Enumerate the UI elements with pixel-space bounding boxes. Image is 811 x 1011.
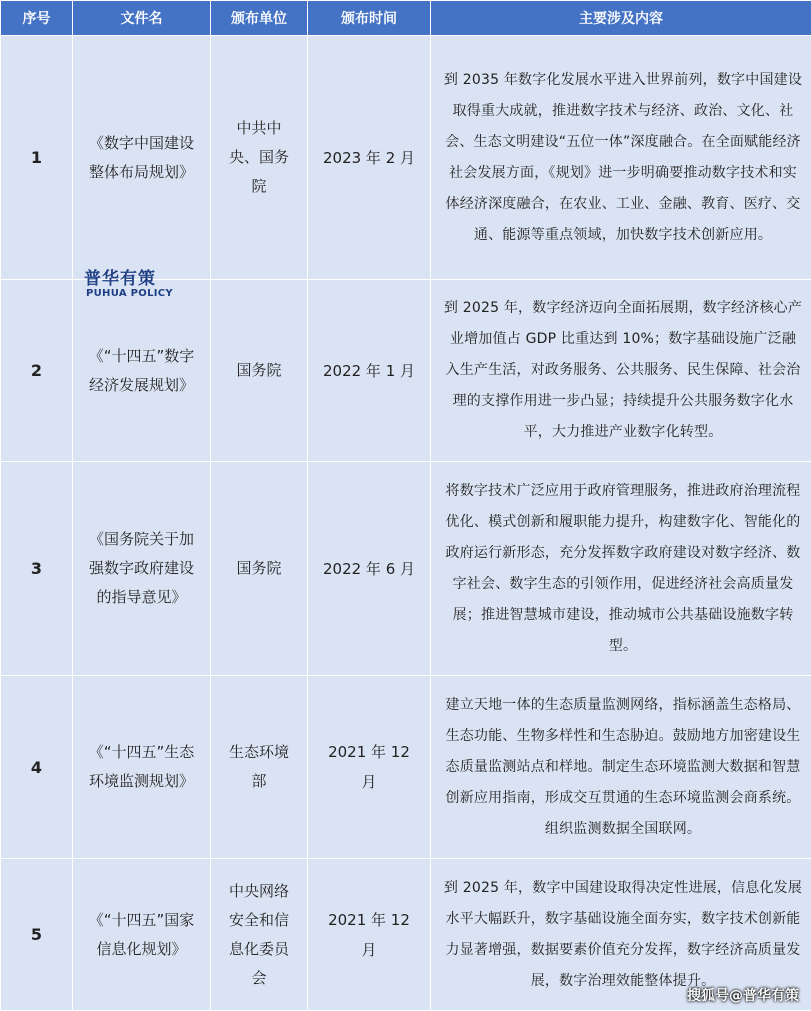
header-issuer: 颁布单位 — [211, 1, 308, 36]
row-content: 到 2035 年数字化发展水平进入世界前列，数字中国建设取得重大成就，推进数字技术与经济、政治、文化、社会、生态文明建设“五位一体”深度融合。在全面赋能经济社会发展方面，《规划》进一步明确要推动数字技术和实体经济深度融合，在农业、工业、金融、教育、医疗、交通、能源等重点领域，加快数字技术创新应用。 — [431, 36, 811, 280]
row-content: 到 2025 年，数字中国建设取得决定性进展，信息化发展水平大幅跃升，数字基础设施全面夯实，数字技术创新能力显著增强，数据要素价值充分发挥，数字经济高质量发展，数字治理效能整体提升。 — [431, 859, 811, 1011]
table-row — [1, 676, 811, 859]
row-index: 1 — [1, 36, 73, 280]
watermark-logo: 普华有策 — [84, 264, 156, 289]
row-index: 3 — [1, 462, 73, 676]
table-header-row — [1, 1, 811, 36]
row-content: 建立天地一体的生态质量监测网络，指标涵盖生态格局、生态功能、生物多样性和生态胁迫。鼓励地方加密建设生态质量监测站点和样地。制定生态环境监测大数据和智慧创新应用指南，形成交互贯通的生态环境监测会商系统。组织监测数据全国联网。 — [431, 676, 811, 859]
header-index: 序号 — [1, 1, 73, 36]
row-doc-name: 《数字中国建设整体布局规划》 — [73, 36, 211, 280]
row-doc-name: 《“十四五”数字经济发展规划》 — [73, 280, 211, 462]
header-doc-name: 文件名 — [73, 1, 211, 36]
row-index: 2 — [1, 280, 73, 462]
table-row — [1, 462, 811, 676]
row-content: 到 2025 年，数字经济迈向全面拓展期，数字经济核心产业增加值占 GDP 比重达到 10%；数字基础设施广泛融入生产生活，对政务服务、公共服务、民生保障、社会治理的支撑作用进一步凸显；持续提升公共服务数字化水平，大力推进产业数字化转型。 — [431, 280, 811, 462]
row-index: 4 — [1, 676, 73, 859]
row-issuer: 中共中央、国务院 — [211, 36, 308, 280]
row-issuer: 生态环境部 — [211, 676, 308, 859]
row-issuer: 国务院 — [211, 280, 308, 462]
watermark-source: 搜狐号@普华有策 — [687, 985, 799, 1005]
row-doc-name: 《国务院关于加强数字政府建设的指导意见》 — [73, 462, 211, 676]
row-date: 2021 年 12 月 — [308, 859, 431, 1011]
row-issuer: 国务院 — [211, 462, 308, 676]
table-row — [1, 280, 811, 462]
header-date: 颁布时间 — [308, 1, 431, 36]
row-date: 2023 年 2 月 — [308, 36, 431, 280]
table-row — [1, 36, 811, 280]
row-date: 2022 年 6 月 — [308, 462, 431, 676]
row-issuer: 中央网络安全和信息化委员会 — [211, 859, 308, 1011]
row-content: 将数字技术广泛应用于政府管理服务，推进政府治理流程优化、模式创新和履职能力提升，构建数字化、智能化的政府运行新形态，充分发挥数字政府建设对数字经济、数字社会、数字生态的引领作用，促进经济社会高质量发展；推进智慧城市建设，推动城市公共基础设施数字转型。 — [431, 462, 811, 676]
row-index: 5 — [1, 859, 73, 1011]
row-doc-name: 《“十四五”生态环境监测规划》 — [73, 676, 211, 859]
row-date: 2021 年 12 月 — [308, 676, 431, 859]
row-date: 2022 年 1 月 — [308, 280, 431, 462]
watermark-logo-subtitle: PUHUA POLICY — [86, 288, 173, 299]
row-doc-name: 《“十四五”国家信息化规划》 — [73, 859, 211, 1011]
header-content: 主要涉及内容 — [431, 1, 811, 36]
